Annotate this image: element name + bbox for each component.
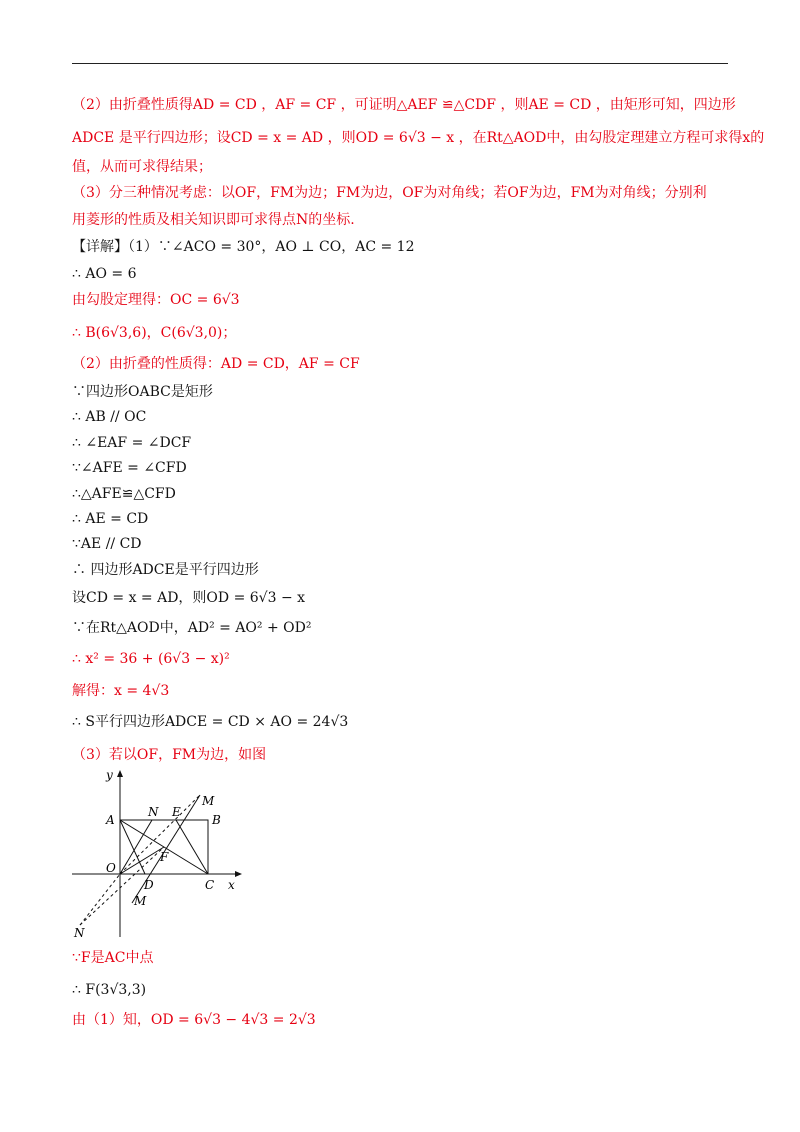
label-m-bottom: M — [134, 894, 147, 908]
x-axis-arrow-icon — [235, 871, 242, 877]
label-f: F — [160, 850, 169, 864]
text-line-26: ∴ F(3√3,3) — [72, 982, 147, 998]
text-line-8: 由勾股定理得：OC = 6√3 — [72, 292, 240, 308]
text-line-18: ∴ 四边形ADCE是平行四边形 — [72, 562, 259, 578]
line-fm — [132, 795, 200, 903]
text-line-1: （2）由折叠性质得AD = CD ，AF = CF ，可证明△AEF ≌△CDF ，则AE = CD ，由矩形可知，四边形 — [72, 97, 736, 113]
text-line-27: 由（1）知，OD = 6√3 − 4√3 = 2√3 — [72, 1012, 316, 1028]
label-d: D — [144, 878, 154, 892]
text-line-10: （2）由折叠的性质得：AD = CD，AF = CF — [72, 356, 360, 372]
text-line-16: ∴ AE = CD — [72, 511, 149, 527]
label-o: O — [106, 861, 116, 875]
text-line-3: 值，从而可求得结果； — [72, 159, 212, 175]
detail-heading: 【详解】（1）∵∠ACO = 30°，AO ⊥ CO，AC = 12 — [72, 239, 415, 255]
text-line-7: ∴ AO = 6 — [72, 266, 137, 282]
text-line-12: ∴ AB // OC — [72, 409, 147, 425]
text-line-5: 用菱形的性质及相关知识即可求得点N的坐标. — [72, 212, 355, 228]
label-n-top: N — [148, 805, 159, 819]
dashed-line-3 — [80, 874, 120, 925]
text-line-14: ∵∠AFE = ∠CFD — [72, 460, 187, 476]
segment-of — [120, 847, 164, 874]
text-line-9: ∴ B(6√3,6)，C(6√3,0)； — [72, 325, 237, 341]
label-c: C — [205, 878, 215, 892]
text-line-13: ∴ ∠EAF = ∠DCF — [72, 435, 192, 451]
text-line-20: ∵在Rt△AOD中，AD² = AO² + OD² — [72, 620, 312, 636]
geometry-figure — [60, 765, 270, 945]
segment-ce — [176, 820, 208, 874]
label-x: x — [228, 878, 235, 892]
text-line-23: ∴ S平行四边形ADCE = CD × AO = 24√3 — [72, 714, 349, 730]
text-line-21: ∴ x² = 36 + (6√3 − x)² — [72, 651, 230, 667]
label-a: A — [106, 813, 115, 827]
text-line-17: ∵AE // CD — [72, 536, 142, 552]
text-line-19: 设CD = x = AD，则OD = 6√3 − x — [72, 590, 306, 606]
text-line-11: ∵四边形OABC是矩形 — [72, 384, 213, 400]
text-line-24: （3）若以OF，FM为边，如图 — [72, 747, 267, 763]
label-y: y — [106, 768, 113, 782]
text-line-2: ADCE 是平行四边形；设CD = x = AD ，则OD = 6√3 − x ，在Rt△AOD中，由勾股定理建立方程可求得x的 — [72, 130, 765, 146]
text-line-15: ∴△AFE≌△CFD — [72, 486, 176, 502]
label-n-bottom: N — [74, 926, 85, 940]
text-line-22: 解得：x = 4√3 — [72, 683, 170, 699]
label-b: B — [212, 813, 221, 827]
text-line-25: ∵F是AC中点 — [72, 950, 154, 966]
label-e: E — [172, 805, 181, 819]
label-m-top: M — [202, 794, 215, 808]
y-axis-arrow-icon — [117, 770, 123, 777]
text-line-4: （3）分三种情况考虑：以OF，FM为边；FM为边，OF为对角线；若OF为边，FM为对角线；分别利 — [72, 185, 707, 201]
header-rule — [72, 63, 728, 64]
